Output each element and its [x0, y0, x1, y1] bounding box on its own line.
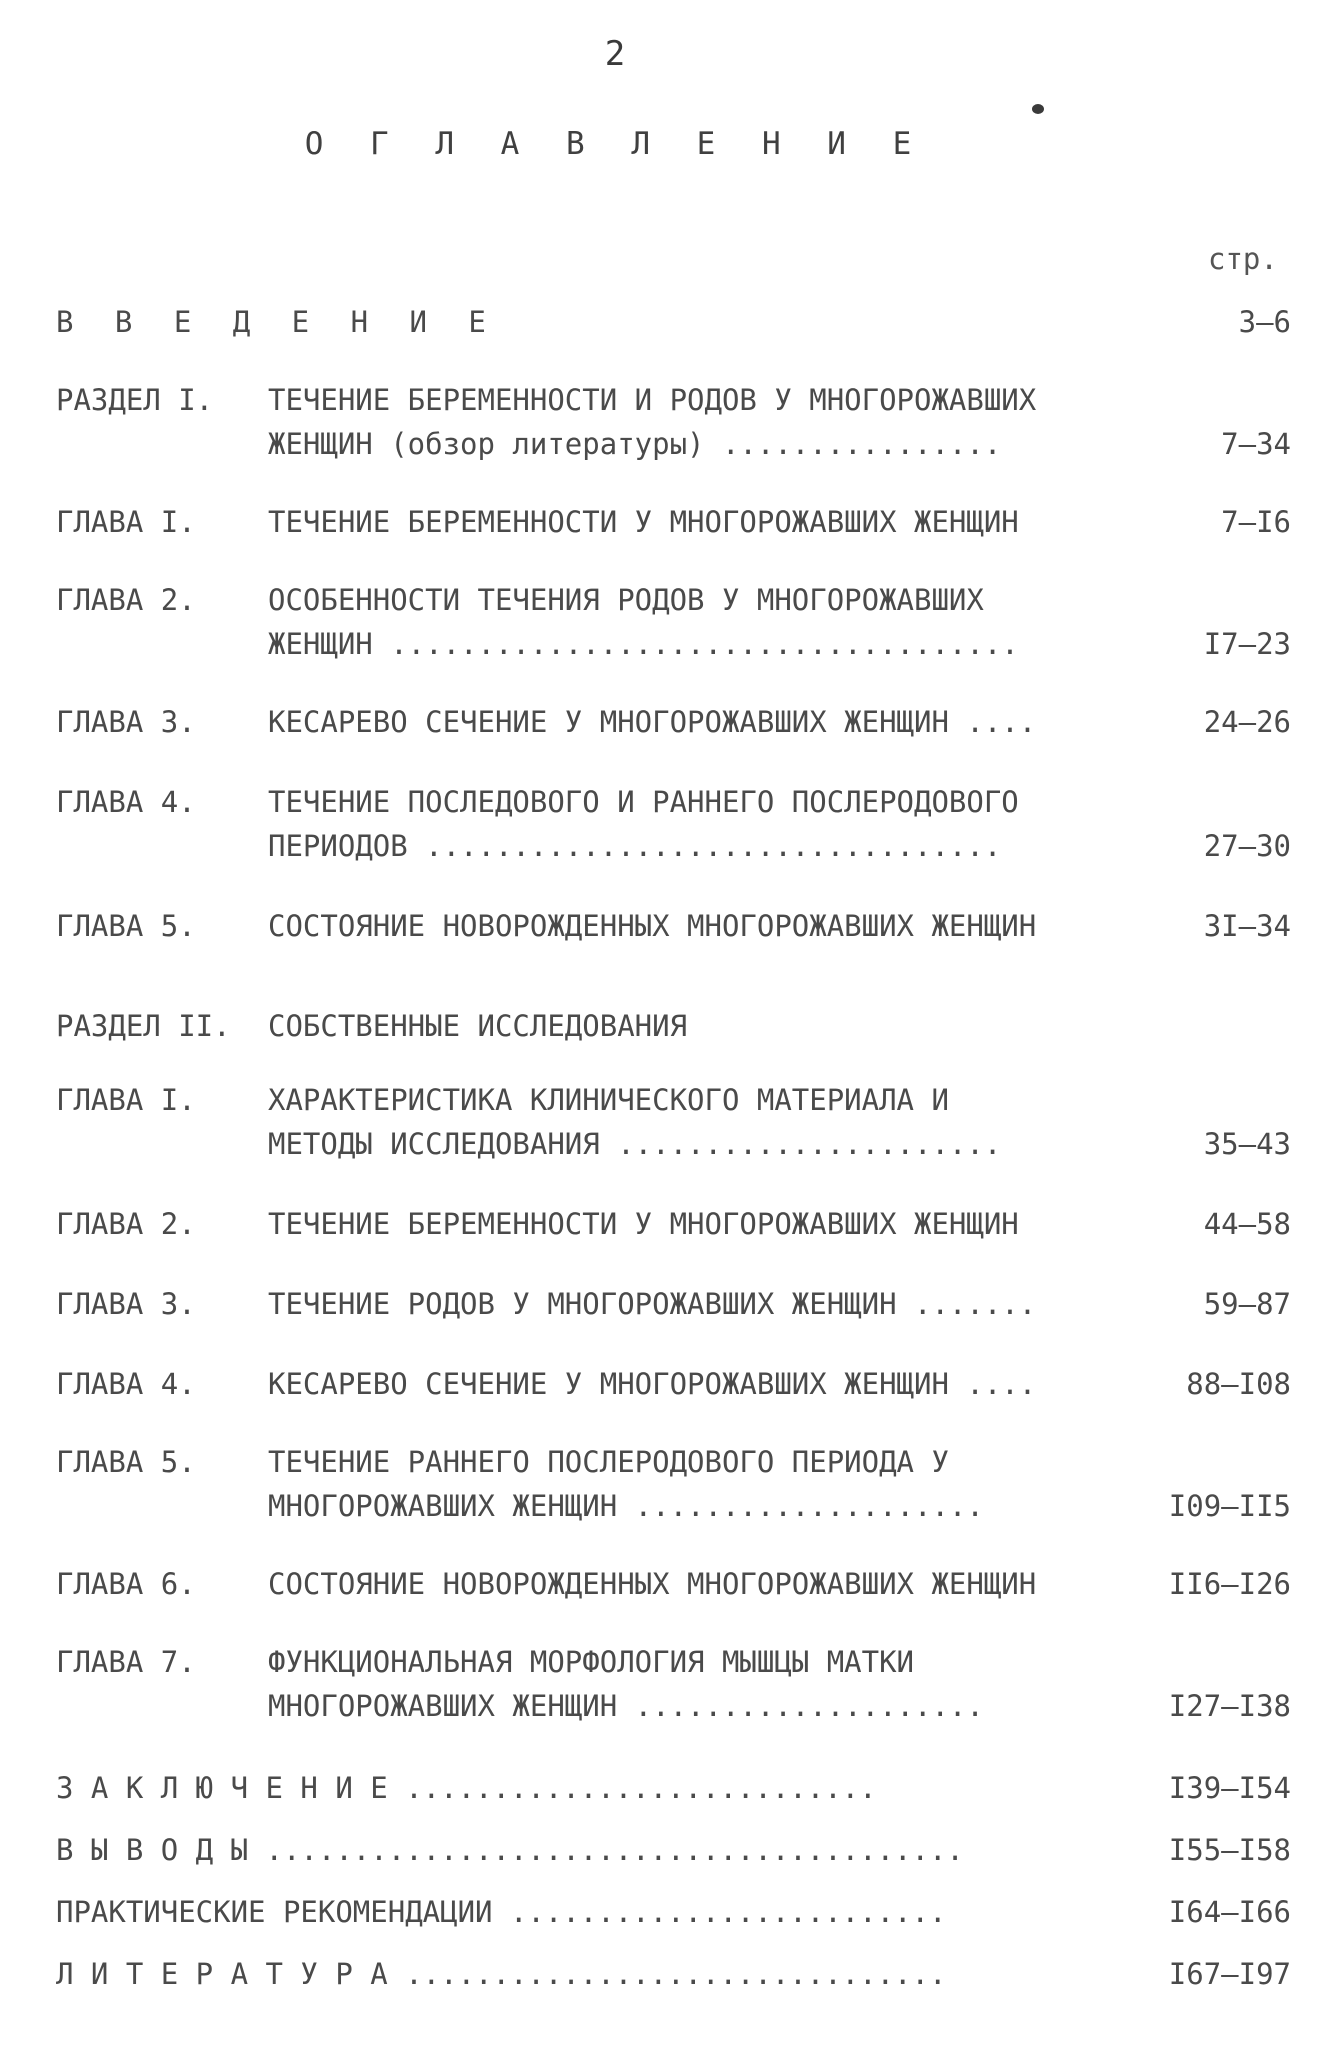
toc-entry-label: Л И Т Е Р А Т У Р А ...............................	[56, 1957, 947, 1991]
toc-entry	[0, 1282, 1343, 1326]
toc-entry-title	[268, 1282, 1100, 1326]
toc-entry-label: ПРАКТИЧЕСКИЕ РЕКОМЕНДАЦИИ .........................	[56, 1895, 947, 1929]
toc-entry	[0, 780, 1343, 868]
toc-entry	[0, 1362, 1343, 1406]
toc-entry-label: ГЛАВА 3.	[56, 705, 196, 739]
page-number: 2	[604, 34, 626, 74]
pages-column-label: стр.	[1208, 242, 1278, 276]
toc-entry-title	[268, 780, 1100, 868]
toc-entry-pages: I67–I97	[1168, 1957, 1291, 1991]
toc-entry-title-line: МНОГОРОЖАВШИХ ЖЕНЩИН ....................	[268, 1489, 984, 1523]
toc-entry	[0, 578, 1343, 666]
toc-entry	[0, 1202, 1343, 1246]
toc-entry-title-line: ТЕЧЕНИЕ БЕРЕМЕННОСТИ У МНОГОРОЖАВШИХ ЖЕНЩИН	[268, 1207, 1019, 1241]
toc-entry-title	[268, 1362, 1100, 1406]
toc-entry-pages: 7–34	[1221, 427, 1291, 461]
toc-entry-label: ГЛАВА 7.	[56, 1645, 196, 1679]
toc-entry-pages: 35–43	[1203, 1127, 1291, 1161]
toc-entry	[0, 1078, 1343, 1166]
toc-entry-title-line: ЖЕНЩИН ....................................	[268, 627, 1019, 661]
toc-entry-pages: 27–30	[1203, 829, 1291, 863]
toc-entry-title-line: КЕСАРЕВО СЕЧЕНИЕ У МНОГОРОЖАВШИХ ЖЕНЩИН ....	[268, 705, 1037, 739]
toc-entry	[0, 1562, 1343, 1606]
toc-entry-title	[268, 578, 1100, 666]
toc-entry	[0, 500, 1343, 544]
toc-entry-title-line: СОСТОЯНИЕ НОВОРОЖДЕННЫХ МНОГОРОЖАВШИХ ЖЕНЩИН	[268, 1567, 1037, 1601]
toc-entry	[0, 700, 1343, 744]
toc-entry-pages: II6–I26	[1168, 1567, 1291, 1601]
toc-entry-title-line: ТЕЧЕНИЕ БЕРЕМЕННОСТИ И РОДОВ У МНОГОРОЖАВШИХ	[268, 383, 1037, 417]
toc-entry-label: ГЛАВА 5.	[56, 909, 196, 943]
toc-entry-label: В В Е Д Е Н И Е	[56, 305, 498, 339]
toc-entry-title	[268, 378, 1100, 466]
toc-entry-title-line: ЖЕНЩИН (обзор литературы) ................	[268, 427, 1002, 461]
page-title: О Г Л А В Л Е Н И Е	[304, 126, 926, 162]
toc-entry	[0, 904, 1343, 948]
toc-entry-label: З А К Л Ю Ч Е Н И Е ...........................	[56, 1771, 877, 1805]
toc-entry	[0, 378, 1343, 466]
toc-entry-label: РАЗДЕЛ I.	[56, 383, 214, 417]
toc-entry-title-line: ТЕЧЕНИЕ ПОСЛЕДОВОГО И РАННЕГО ПОСЛЕРОДОВОГО	[268, 785, 1019, 819]
toc-entry-label: ГЛАВА 3.	[56, 1287, 196, 1321]
toc-entry-title	[268, 1004, 1100, 1048]
toc-entry	[0, 1952, 1343, 1996]
toc-entry-title-line: ПЕРИОДОВ .................................	[268, 829, 1002, 863]
toc-entry	[0, 1890, 1343, 1934]
toc-entry	[0, 1828, 1343, 1872]
toc-entry-title-line: МНОГОРОЖАВШИХ ЖЕНЩИН ....................	[268, 1689, 984, 1723]
toc-entry-pages: 44–58	[1203, 1207, 1291, 1241]
toc-entry-label: ГЛАВА 5.	[56, 1445, 196, 1479]
toc-entry-pages: I09–II5	[1168, 1489, 1291, 1523]
toc-entry	[0, 300, 1343, 344]
toc-entry-label: ГЛАВА I.	[56, 1083, 196, 1117]
toc-entry-title-line: ФУНКЦИОНАЛЬНАЯ МОРФОЛОГИЯ МЫШЦЫ МАТКИ	[268, 1645, 915, 1679]
toc-entry-title-line: СОБСТВЕННЫЕ ИССЛЕДОВАНИЯ	[268, 1009, 688, 1043]
toc-entry-pages: I39–I54	[1168, 1771, 1291, 1805]
toc-entry-title-line: ХАРАКТЕРИСТИКА КЛИНИЧЕСКОГО МАТЕРИАЛА И	[268, 1083, 949, 1117]
toc-entry-label: В Ы В О Д Ы ........................................	[56, 1833, 964, 1867]
toc-entry-title	[268, 1640, 1100, 1728]
toc-entry-pages: I7–23	[1203, 627, 1291, 661]
toc-entry-pages: I64–I66	[1168, 1895, 1291, 1929]
toc-entry-title-line: МЕТОДЫ ИССЛЕДОВАНИЯ ......................	[268, 1127, 1002, 1161]
toc-entry-title	[268, 500, 1100, 544]
toc-entry-title	[268, 1562, 1100, 1606]
toc-entry-label: ГЛАВА 4.	[56, 1367, 196, 1401]
toc-entry-title	[268, 1078, 1100, 1166]
toc-entry	[0, 1640, 1343, 1728]
toc-entry	[0, 1766, 1343, 1810]
toc-entry-label: ГЛАВА 2.	[56, 1207, 196, 1241]
toc-entry-title-line: СОСТОЯНИЕ НОВОРОЖДЕННЫХ МНОГОРОЖАВШИХ ЖЕНЩИН	[268, 909, 1037, 943]
toc-entry-label: ГЛАВА 2.	[56, 583, 196, 617]
toc-entry-pages: 59–87	[1203, 1287, 1291, 1321]
toc-entry-pages: 7–I6	[1221, 505, 1291, 539]
ink-spot	[1032, 104, 1044, 114]
toc-entry-label: РАЗДЕЛ II.	[56, 1009, 231, 1043]
toc-entry-pages: I27–I38	[1168, 1689, 1291, 1723]
toc-entry-label: ГЛАВА 4.	[56, 785, 196, 819]
toc-entry-title-line: ТЕЧЕНИЕ РАННЕГО ПОСЛЕРОДОВОГО ПЕРИОДА У	[268, 1445, 949, 1479]
toc-entry-pages: I55–I58	[1168, 1833, 1291, 1867]
toc-entry-title-line: ОСОБЕННОСТИ ТЕЧЕНИЯ РОДОВ У МНОГОРОЖАВШИХ	[268, 583, 984, 617]
toc-entry-pages: 3I–34	[1203, 909, 1291, 943]
toc-entry-title	[268, 904, 1100, 948]
toc-entry-label: ГЛАВА I.	[56, 505, 196, 539]
toc-entry-label: ГЛАВА 6.	[56, 1567, 196, 1601]
toc-entry-title	[268, 1440, 1100, 1528]
toc-entry-title	[268, 1202, 1100, 1246]
toc-entry	[0, 1440, 1343, 1528]
toc-entry-title-line: КЕСАРЕВО СЕЧЕНИЕ У МНОГОРОЖАВШИХ ЖЕНЩИН ....	[268, 1367, 1037, 1401]
toc-entry-title-line: ТЕЧЕНИЕ БЕРЕМЕННОСТИ У МНОГОРОЖАВШИХ ЖЕНЩИН	[268, 505, 1019, 539]
toc-entry-title-line: ТЕЧЕНИЕ РОДОВ У МНОГОРОЖАВШИХ ЖЕНЩИН .......	[268, 1287, 1037, 1321]
toc-entry-title	[268, 700, 1100, 744]
toc-entry	[0, 1004, 1343, 1048]
toc-entry-pages: 24–26	[1203, 705, 1291, 739]
toc-entry-pages: 3–6	[1238, 305, 1291, 339]
toc-entry-pages: 88–I08	[1186, 1367, 1291, 1401]
